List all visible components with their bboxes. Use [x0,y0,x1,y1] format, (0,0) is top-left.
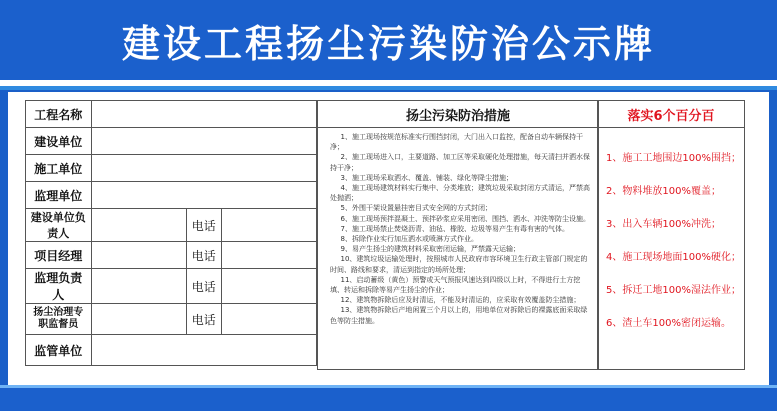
six-percent-heading: 落实6个百分百 [598,101,744,128]
table-row [26,182,317,209]
measure-item: 2、施工现场进入口，主要道路、加工区等采取硬化处理措施，每天清扫并洒水保持干净； [330,153,590,172]
table-row [26,242,317,269]
measure-item: 6、施工现场预拌混凝土、预拌砂浆应采用密闭、围挡、洒水、冲洗等防尘设施。 [340,214,590,223]
measure-item: 11、启动蓄级（黄色）预警或天气预报风速达到四级以上时，不得进行土方挖填、转运和拆除等易产生扬尘的作业； [330,275,581,295]
phone-value [221,242,316,269]
value-builder-lead [91,209,186,242]
measures-heading: 扬尘污染防治措施 [318,101,598,128]
six-percent-item: 4、施工现场地面100%硬化； [606,252,741,263]
measure-item: 9、易产生扬尘的建筑材料采取密闭运输，严禁露天运输； [340,245,520,254]
table-row [26,269,317,304]
label-project-name: 工程名称 [26,101,92,128]
measure-item: 8、拆除作业实行加压洒水或喷淋方式作业。 [340,235,478,244]
label-contractor: 施工单位 [26,155,92,182]
title-bar [0,0,777,80]
measure-item: 1、施工现场按规范标准实行围挡封闭，大门出入口监控，配备自动车辆保持干净； [330,133,583,152]
phone-value [221,304,316,335]
label-builder: 建设单位 [26,128,92,155]
value-dust-supervisor [91,304,186,335]
label-regulator: 监管单位 [26,335,92,366]
value-supervision-lead [91,269,186,304]
table-row [26,209,317,242]
six-percent-list [598,128,744,350]
table-row [26,335,317,366]
six-percent-section [597,100,745,370]
measure-item: 12、建筑物拆除后应及时清运，不能及时清运的，应采取有效覆盖防尘措施； [340,296,581,305]
dust-measures-section [317,100,599,370]
six-percent-item: 6、渣土车100%密闭运输。 [606,318,731,329]
measure-item: 7、施工现场禁止焚烧沥青、油毡、橡胶、垃圾等易产生有毒有害的气体。 [340,224,569,233]
phone-label: 电话 [186,209,221,242]
phone-label: 电话 [186,269,221,304]
value-supervisor [91,182,316,209]
label-project-manager: 项目经理 [26,242,92,269]
six-percent-item: 5、拆迁工地100%湿法作业； [606,285,741,296]
project-info-table [25,100,317,366]
value-contractor [91,155,316,182]
value-project-manager [91,242,186,269]
value-builder [91,128,316,155]
phone-value [221,269,316,304]
top-stripe-accent [0,86,777,90]
board-title: 建设工程扬尘污染防治公示牌 [121,21,655,66]
label-dust-supervisor: 扬尘治理专职监督员 [26,304,92,335]
six-percent-item: 2、物料堆放100%覆盖； [606,186,721,197]
measures-list [318,128,598,326]
measure-item: 5、外围干架设置悬挂密目式安全网的方式封闭； [340,204,492,213]
value-project-name [91,101,316,128]
table-row [26,101,317,128]
value-regulator [91,335,316,366]
measure-item: 10、建筑垃圾运输处理时，按照城市人民政府市容环境卫生行政主管部门规定的时间、路线和要求，清运到指定的场所处理； [330,255,588,274]
bottom-bar [0,388,777,411]
six-percent-item: 3、出入车辆100%冲洗； [606,219,721,230]
phone-label: 电话 [186,242,221,269]
phone-label: 电话 [186,304,221,335]
measure-item: 4、施工现场建筑材料实行集中、分类堆放；建筑垃圾采取封闭方式清运，严禁高处抛洒； [330,184,590,203]
measure-item: 3、施工现场采取洒水、覆盖、铺装、绿化等降尘措施； [340,173,513,182]
label-builder-lead: 建设单位负责人 [26,209,92,242]
six-percent-item: 1、施工工地围边100%围挡； [606,153,741,164]
phone-value [221,209,316,242]
table-row [26,304,317,335]
label-supervisor: 监理单位 [26,182,92,209]
table-row [26,128,317,155]
measure-item: 13、建筑物拆除后产地闲置三个月以上的，用地单位对拆除后的裸露底面采取绿色等防尘措施。 [330,306,588,325]
table-row [26,155,317,182]
label-supervision-lead: 监理负责人 [26,269,92,304]
